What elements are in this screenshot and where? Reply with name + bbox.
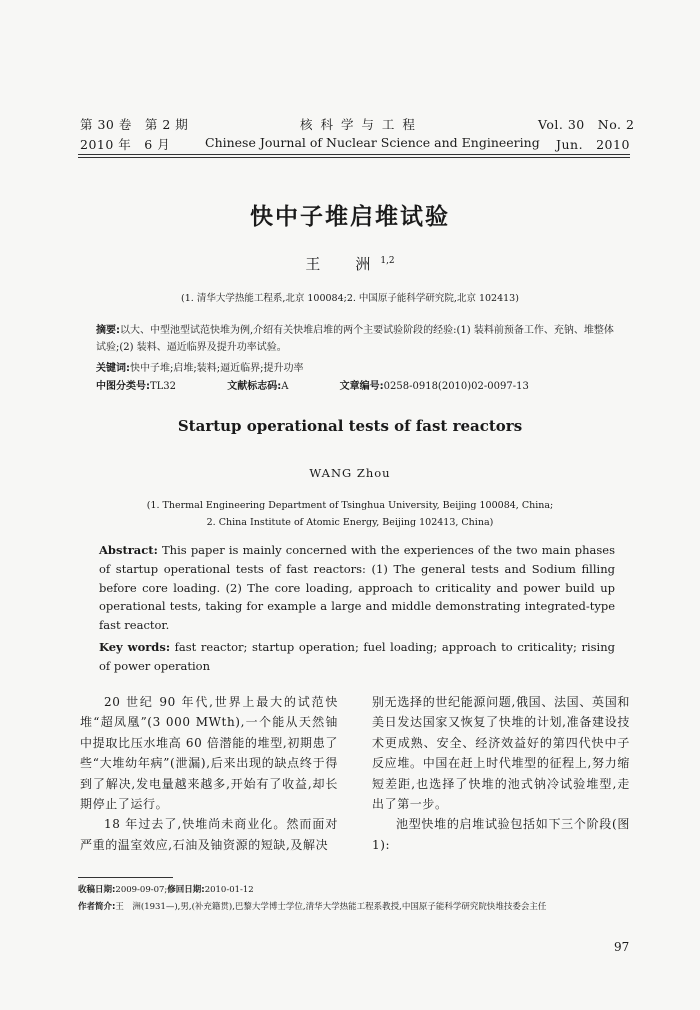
body-paragraph: 18 年过去了,快堆尚未商业化。然而面对严重的温室效应,石油及铀资源的短缺,及解决 (80, 817, 338, 852)
doc-code-label: 文献标志码: (227, 381, 282, 392)
clc-value: TL32 (150, 381, 177, 392)
body-column-right (372, 692, 630, 855)
author-name-cn: 王 洲 (305, 255, 381, 273)
footnote-bio (78, 899, 638, 916)
header-rule-bottom (78, 157, 630, 158)
keywords-cn (96, 360, 616, 377)
body-paragraph: 20 世纪 90 年代,世界上最大的试范快堆“超凤凰”(3 000 MWth),一个能从天然铀中提取比压水堆高 60 倍潜能的堆型,初期患了些“大堆幼年病”(泄漏),后来出现的缺点终于得到了解决,发电量越来越多,开始有了收益,却长期停止了运行。 (80, 695, 338, 812)
author-affiliation-marks: 1,2 (380, 256, 395, 266)
footnote-rule (78, 877, 173, 878)
classification-line (96, 378, 616, 395)
affiliation-en-line2: 2. China Institute of Atomic Energy, Beijing 102413, China) (206, 517, 494, 528)
paper-title-cn: 快中子堆启堆试验 (250, 204, 450, 230)
keywords-en (99, 638, 615, 676)
body-column-left (80, 692, 338, 855)
author-en: WANG Zhou (309, 466, 391, 480)
clc-label: 中图分类号: (96, 381, 150, 392)
body-paragraph: 别无选择的世纪能源问题,俄国、法国、英国和美日发达国家又恢复了快堆的计划,准备建设技术更成熟、安全、经济效益好的第四代快中子反应堆。中国在赶上时代堆型的征程上,努力缩短差距,也选择了快堆的池式钠冷试验堆型,走出了第一步。 (372, 695, 630, 812)
doc-code-value: A (281, 381, 289, 392)
abstract-en-text: This paper is mainly concerned with the experiences of the two main phases of startup operational tests of fast reactors: (1) The general tests and Sodium filling before core loading. (2) The core loading, approach to criticality and power build up operational tests, taking for example a large and middle demonstrating integrated-type fast reactor. (99, 543, 616, 633)
page-number: 97 (614, 940, 630, 954)
body-paragraph: 池型快堆的启堆试验包括如下三个阶段(图 1): (372, 817, 630, 852)
article-id-label: 文章编号: (339, 381, 384, 392)
received-value: 2009-09-07; (115, 885, 168, 895)
article-id-value: 0258-0918(2010)02-0097-13 (383, 381, 529, 392)
keywords-en-text: fast reactor; startup operation; fuel loading; approach to criticality; rising of power operation (99, 640, 615, 673)
affiliation-en-line1: (1. Thermal Engineering Department of Tsinghua University, Beijing 100084, China; (146, 500, 554, 511)
date-cn: 2010 年 6 月 (80, 137, 171, 152)
paper-title-en: Startup operational tests of fast reactors (177, 417, 523, 435)
author-cn (0, 253, 700, 274)
abstract-cn-label: 摘要: (96, 325, 120, 336)
abstract-en (99, 541, 615, 635)
abstract-cn-text: 以大、中型池型试范快堆为例,介绍有关快堆启堆的两个主要试验阶段的经验:(1) 装料前预备工作、充钠、堆整体试验;(2) 装料、逼近临界及提升功率试验。 (96, 325, 614, 353)
bio-label: 作者简介: (78, 902, 116, 912)
received-label: 收稿日期: (78, 885, 116, 895)
header-rule-top (78, 154, 630, 155)
keywords-en-label: Key words: (99, 640, 171, 654)
keywords-cn-text: 快中子堆;启堆;装料;逼近临界;提升功率 (130, 363, 304, 374)
footnote-dates (78, 882, 638, 899)
journal-title-cn: 核 科 学 与 工 程 (300, 117, 417, 132)
revised-value: 2010-01-12 (204, 885, 254, 895)
revised-label: 修回日期: (167, 885, 205, 895)
abstract-cn (96, 322, 616, 356)
volume-issue-cn: 第 30 卷 第 2 期 (80, 117, 189, 132)
keywords-cn-label: 关键词: (96, 363, 130, 374)
journal-title-en: Chinese Journal of Nuclear Science and Engineering (205, 135, 540, 150)
bio-text: 王 洲(1931—),男,(补充籍贯),巴黎大学博士学位,清华大学热能工程系教授,中国原子能科学研究院快堆技委会主任 (115, 902, 547, 912)
volume-issue-en: Vol. 30 No. 2 (538, 117, 635, 132)
abstract-en-label: Abstract: (99, 543, 158, 557)
date-en: Jun. 2010 (556, 137, 630, 152)
affiliation-cn: (1. 清华大学热能工程系,北京 100084;2. 中国原子能科学研究院,北京 102413) (181, 293, 519, 304)
